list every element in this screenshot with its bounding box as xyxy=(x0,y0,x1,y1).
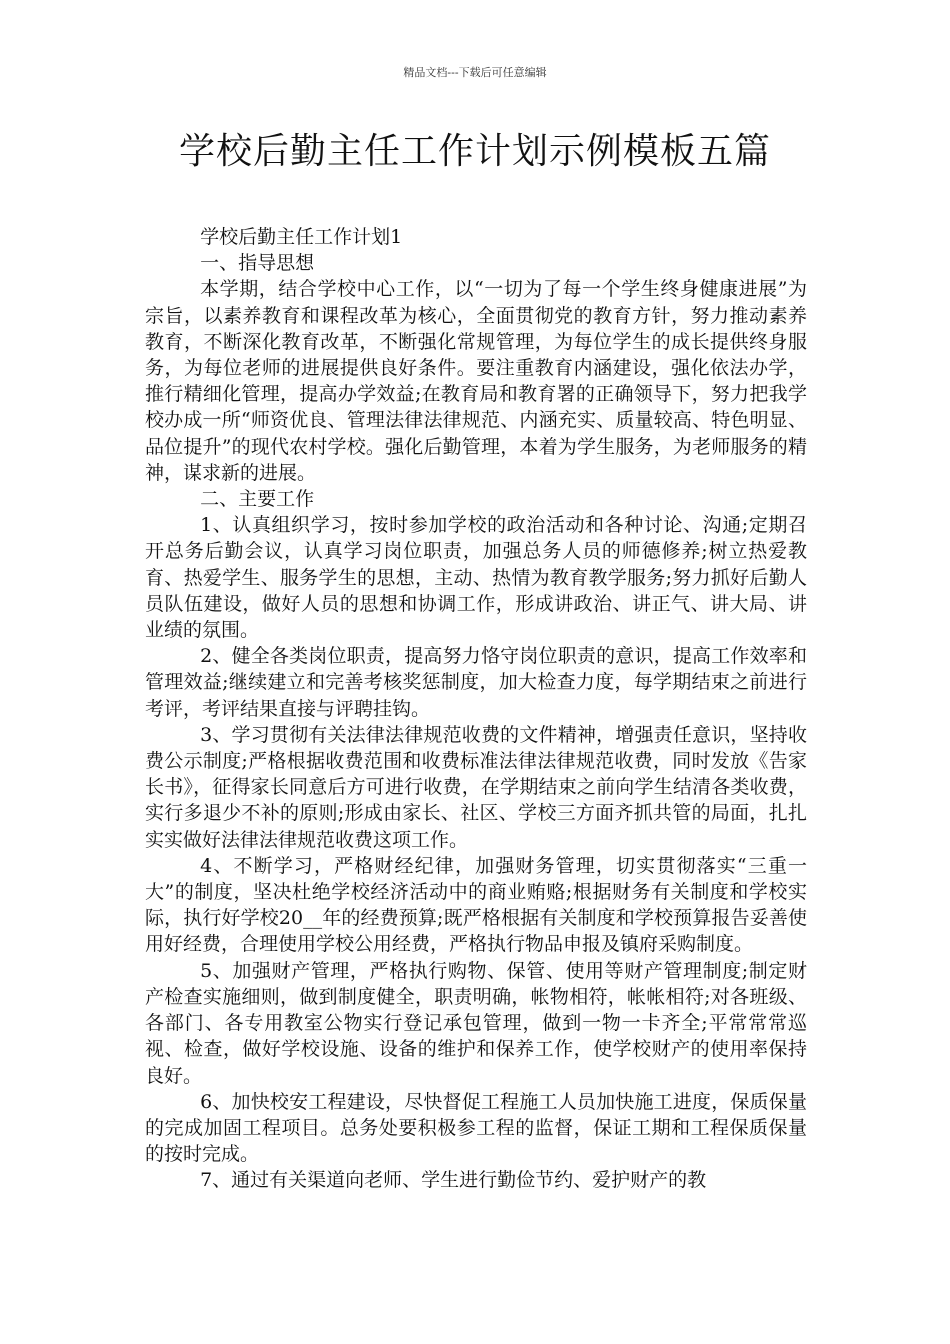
paragraph: 6、加快校安工程建设，尽快督促工程施工人员加快施工进度，保质保量的完成加固工程项目。总务处要积极参工程的监督，保证工期和工程保质保量的按时完成。 xyxy=(145,1090,807,1166)
section-heading: 学校后勤主任工作计划1 xyxy=(200,226,403,248)
paragraph: 2、健全各类岗位职责，提高努力恪守岗位职责的意识，提高工作效率和管理效益;继续建立和完善考核奖惩制度，加大检查力度，每学期结束之前进行考评，考评结果直接与评聘挂钩。 xyxy=(145,645,807,720)
document-body xyxy=(145,224,807,1194)
paragraph: 4、不断学习，严格财经纪律，加强财务管理，切实贯彻落实“三重一大”的制度，坚决杜绝学校经济活动中的商业贿赂;根据财务有关制度和学校实际，执行好学校20__年的经费预算;既严格根据有关制度和学校预算报告妥善使用好经费，合理使用学校公用经费，严格执行物品申报及镇府采购制度。 xyxy=(145,854,807,956)
paragraph: 1、认真组织学习，按时参加学校的政治活动和各种讨论、沟通;定期召开总务后勤会议，认真学习岗位职责，加强总务人员的师德修养;树立热爱教育、热爱学生、服务学生的思想，主动、热情为教育教学服务;努力抓好后勤人员队伍建设，做好人员的思想和协调工作，形成讲政治、讲正气、讲大局、讲业绩的氛围。 xyxy=(145,514,807,642)
paragraph: 本学期，结合学校中心工作，以“一切为了每一个学生终身健康进展”为宗旨，以素养教育和课程改革为核心，全面贯彻党的教育方针，努力推动素养教育，不断深化教育改革，不断强化常规管理，为每位学生的成长提供终身服务，为每位老师的进展提供良好条件。要注重教育内涵建设，强化依法办学，推行精细化管理，提高办学效益;在教育局和教育署的正确领导下，努力把我学校办成一所“师资优良、管理法律法律规范、内涵充实、质量较高、特色明显、品位提升”的现代农村学校。强化后勤管理，本着为学生服务，为老师服务的精神，谋求新的进展。 xyxy=(145,278,807,484)
paragraph: 5、加强财产管理，严格执行购物、保管、使用等财产管理制度;制定财产检查实施细则，做到制度健全，职责明确，帐物相符，帐帐相符;对各班级、各部门、各专用教室公物实行登记承包管理，做到一物一卡齐全;平常常常巡视、检查，做好学校设施、设备的维护和保养工作，使学校财产的使用率保持良好。 xyxy=(145,959,807,1087)
paragraph: 3、学习贯彻有关法律法律规范收费的文件精神，增强责任意识，坚持收费公示制度;严格根据收费范围和收费标准法律法律规范收费，同时发放《告家长书》，征得家长同意后方可进行收费，在学期结束之前向学生结清各类收费，实行多退少不补的原则;形成由家长、社区、学校三方面齐抓共管的局面，扎扎实实做好法律法律规范收费这项工作。 xyxy=(145,723,807,851)
header-note: 精品文档---下载后可任意编辑 xyxy=(403,66,547,79)
subsection-heading: 一、指导思想 xyxy=(200,252,315,275)
paragraph: 7、通过有关渠道向老师、学生进行勤俭节约、爱护财产的教 xyxy=(200,1169,707,1192)
document-title: 学校后勤主任工作计划示例模板五篇 xyxy=(178,131,771,172)
subsection-heading: 二、主要工作 xyxy=(200,488,315,511)
